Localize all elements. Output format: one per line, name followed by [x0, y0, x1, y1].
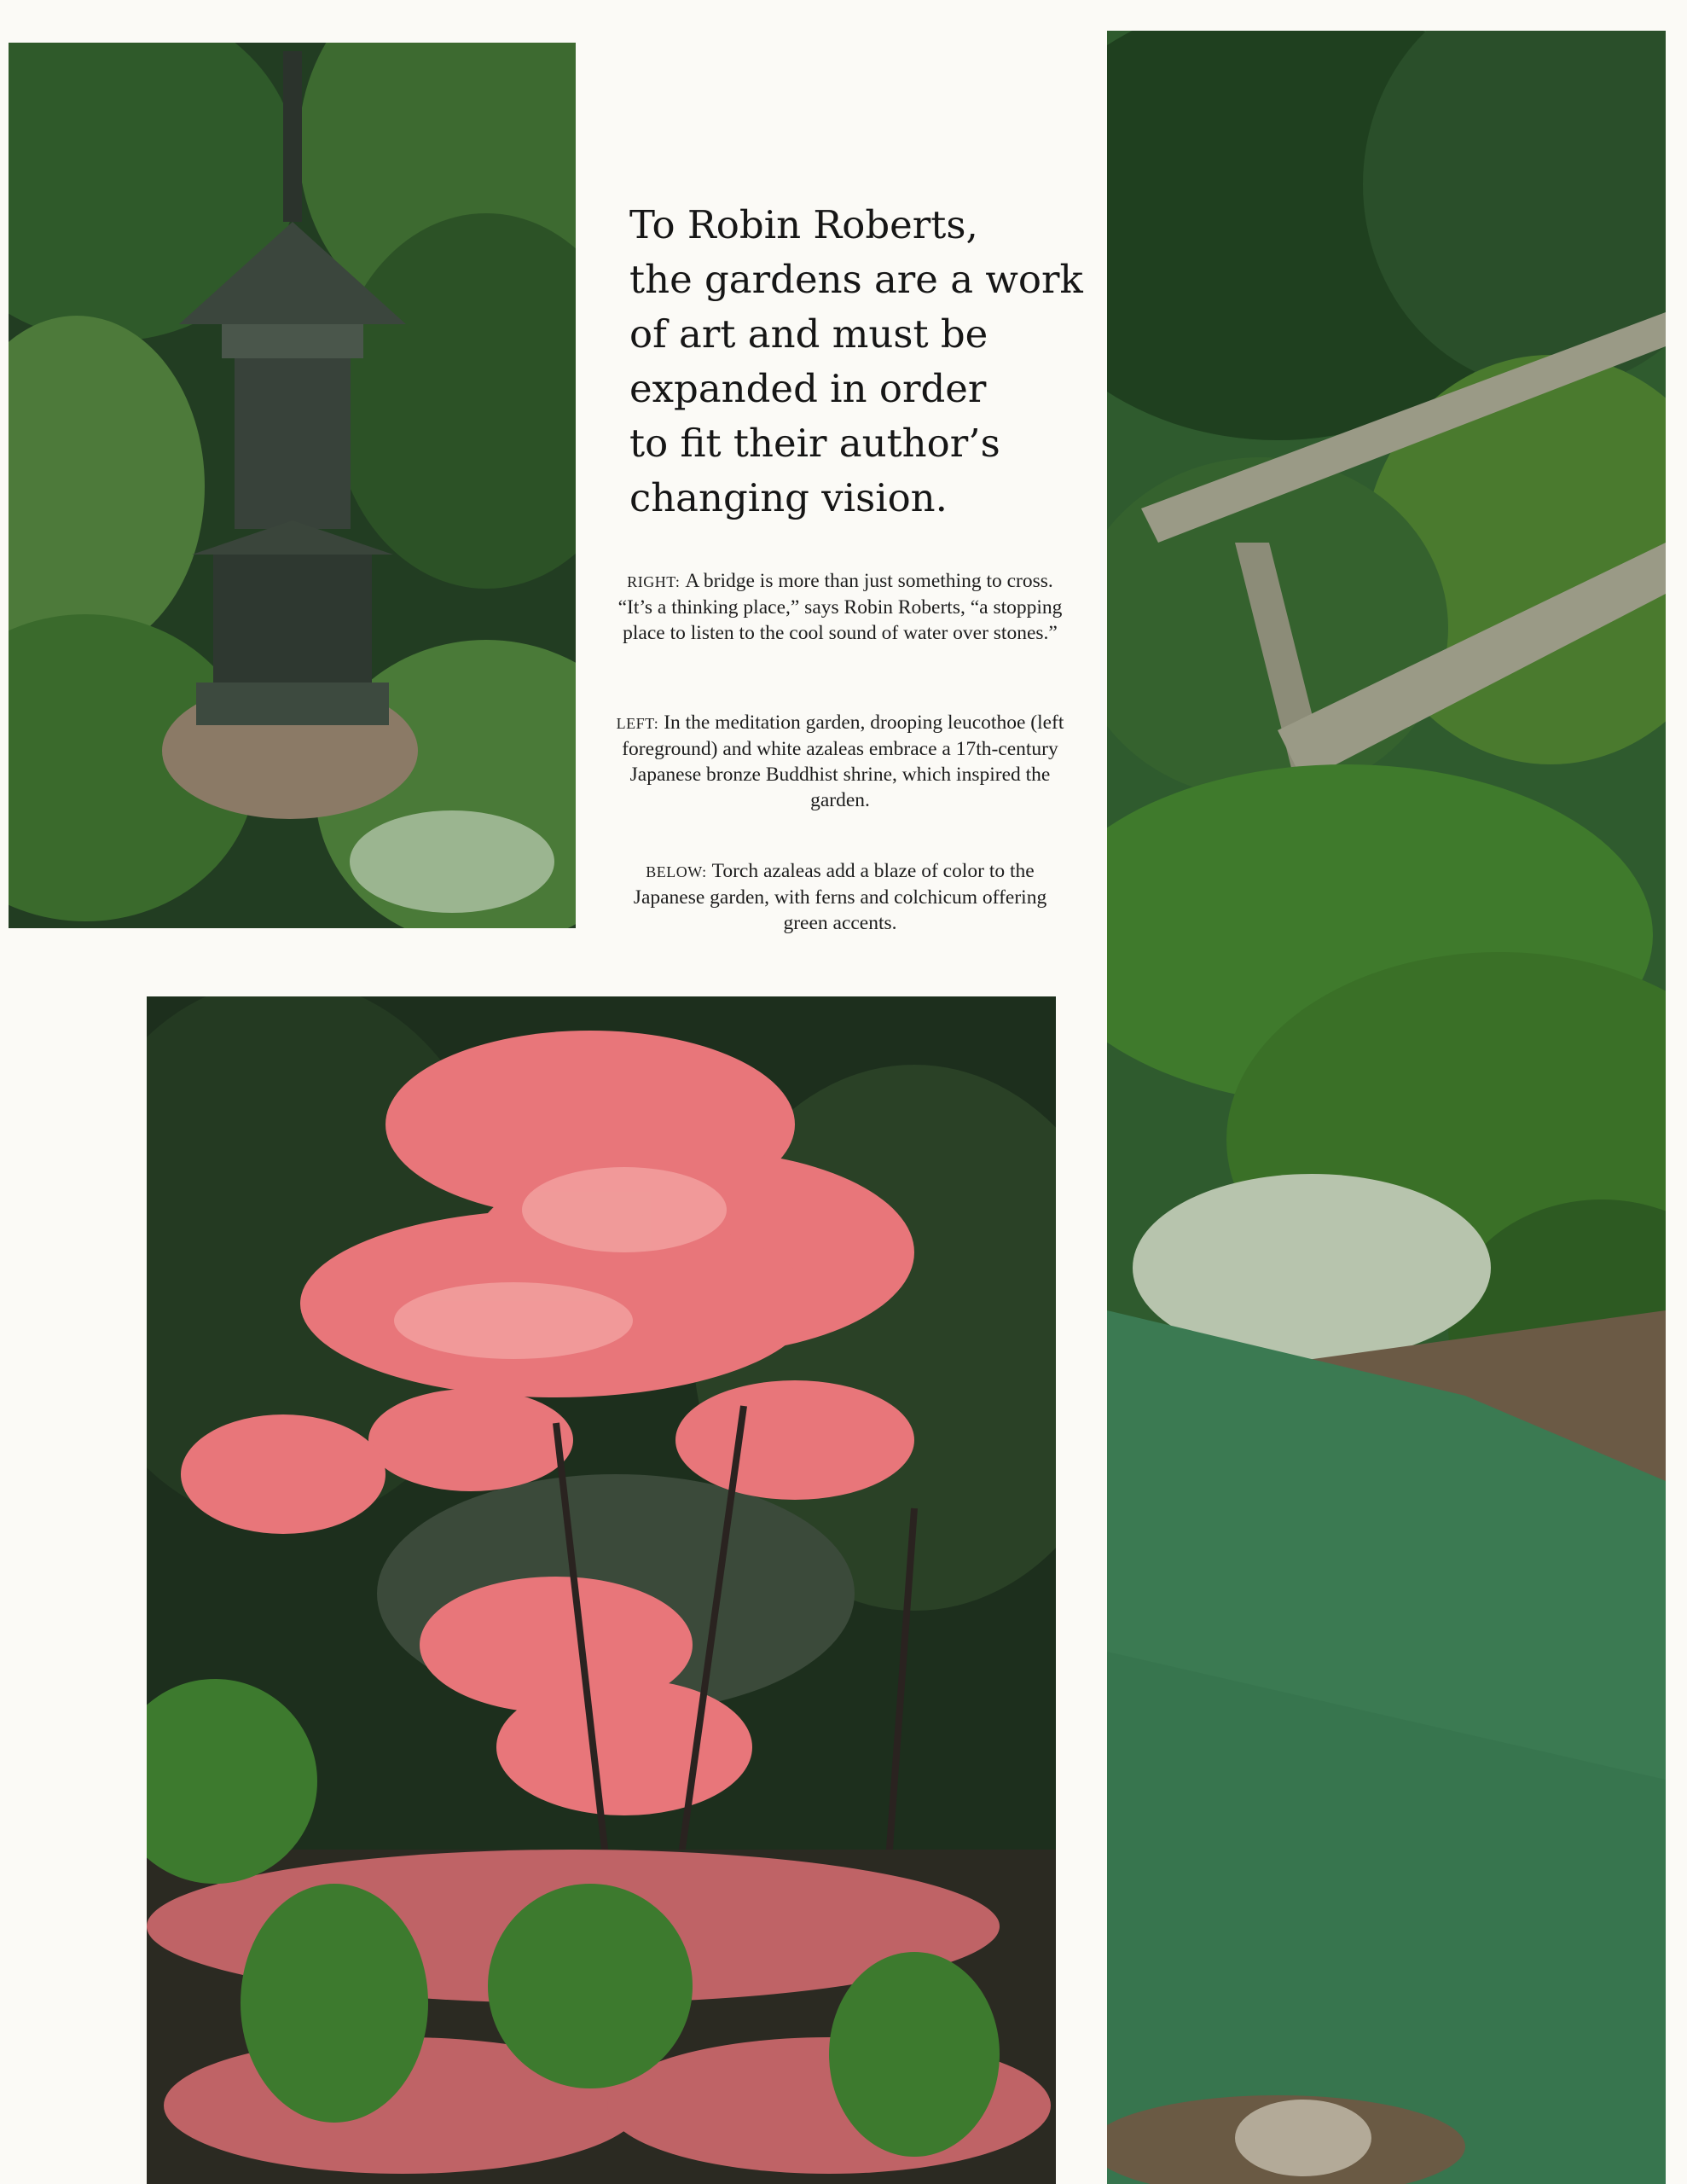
azaleas-photo — [147, 996, 1056, 2184]
pull-quote: To Robin Roberts, the gardens are a work of art and must be expanded in order to fit their author’s changing vision. — [629, 202, 1083, 520]
caption-below-lead: BELOW: — [646, 863, 707, 880]
caption-below-text: Torch azaleas add a blaze of color to the Japanese garden, with ferns and colchicum offering green accents. — [633, 860, 1047, 934]
caption-right-text: A bridge is more than just something to cross. “It’s a thinking place,” says Robin Roberts, “a stopping place to listen to the cool sound of water over stones.” — [617, 570, 1063, 644]
bridge-photo — [1107, 31, 1666, 2184]
caption-below — [614, 858, 1066, 936]
caption-left — [614, 710, 1066, 813]
caption-right-lead: RIGHT: — [627, 573, 681, 590]
caption-right — [614, 568, 1066, 646]
caption-left-lead: LEFT: — [616, 715, 659, 732]
shrine-photo — [9, 43, 576, 928]
caption-left-text: In the meditation garden, drooping leucothoe (left foreground) and white azaleas embrace a 17th-century Japanese bronze Buddhist shrine, which inspired the garden. — [622, 712, 1064, 811]
